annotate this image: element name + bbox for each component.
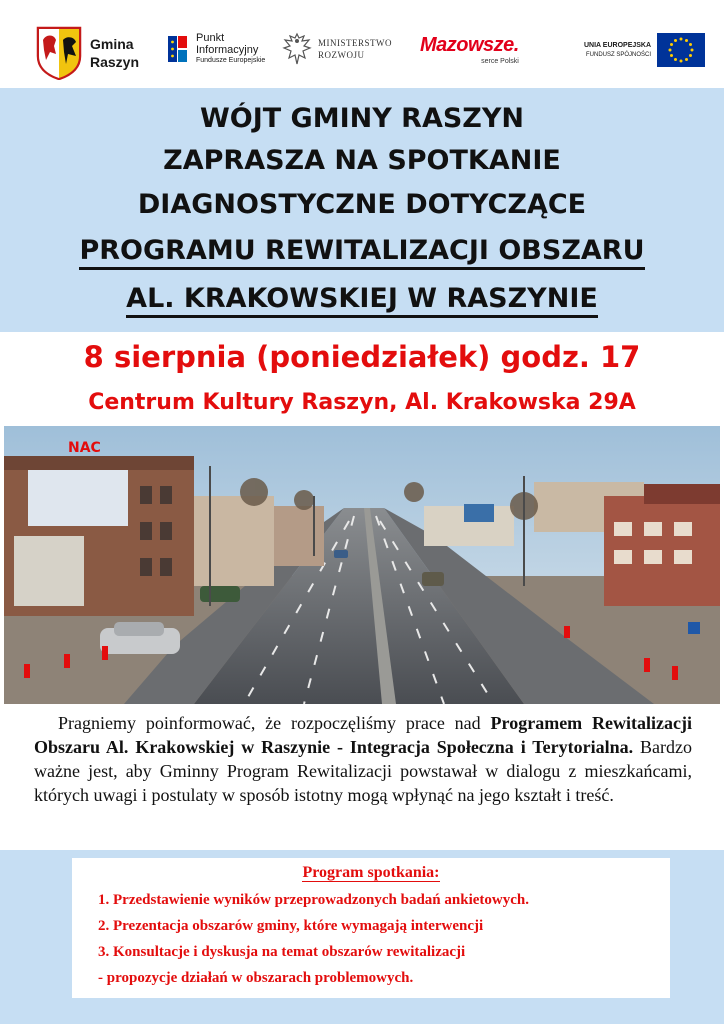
fundusze-europejskie-icon — [168, 32, 190, 66]
mazowsze-logo — [420, 34, 519, 65]
street-photo — [4, 426, 720, 704]
program-item-3: 3. Konsultacje i dyskusja na temat obszarów rewitalizacji — [98, 944, 466, 960]
title-band — [0, 88, 724, 332]
gmina-coat-of-arms-icon — [36, 26, 82, 80]
title-line-5-text: AL. KRAKOWSKIEJ W RASZYNIE — [126, 283, 598, 318]
logo-bar — [0, 0, 724, 88]
ue-logo-line1: UNIA EUROPEJSKA — [584, 41, 652, 49]
pi-logo-line3: Fundusze Europejskie — [196, 57, 266, 64]
program-item-1: 1. Przedstawienie wyników przeprowadzonych badań ankietowych. — [98, 892, 529, 908]
program-item-4: - propozycje działań w obszarach problemowych. — [98, 970, 414, 986]
title-line-4 — [0, 234, 724, 268]
ministerstwo-rozwoju-logo — [282, 32, 392, 66]
gmina-logo-line1: Gmina — [90, 36, 134, 52]
program-item-2: 2. Prezentacja obszarów gminy, które wymagają interwencji — [98, 918, 484, 934]
mazowsze-tagline: serce Polski — [481, 58, 519, 65]
eu-flag-icon — [657, 33, 705, 67]
program-box — [72, 858, 670, 998]
event-date: 8 sierpnia (poniedziałek) godz. 17 — [83, 340, 641, 374]
program-title-text: Program spotkania: — [302, 864, 440, 881]
event-location: Centrum Kultury Raszyn, Al. Krakowska 29A — [88, 390, 636, 415]
gmina-raszyn-logo — [36, 26, 139, 80]
intro-paragraph — [34, 711, 692, 807]
punkt-informacyjny-logo — [168, 32, 265, 66]
title-line-2: ZAPRASZA NA SPOTKANIE — [163, 145, 561, 176]
intro-program-name: Programem Rewitalizacji Obszaru Al. Krakowskiej w Raszynie - Integracja Społeczna i Terytorialna. — [34, 713, 692, 757]
title-line-1: WÓJT GMINY RASZYN — [199, 103, 525, 134]
title-line-5 — [0, 282, 724, 316]
title-line-4-text: PROGRAMU REWITALIZACJI OBSZARU — [79, 235, 644, 270]
ministry-logo-line1: MINISTERSTWO — [318, 38, 392, 48]
intro-text-end: Bardzo ważne jest, aby Gminny Program Rewitalizacji powstawał w dialogu z mieszkańcami, których uwagi i postulaty w sposób istotny mogą wpłynąć na jego kształt i treść. — [34, 737, 692, 805]
ministry-logo-line2: ROZWOJU — [318, 50, 365, 60]
ue-logo-line2: FUNDUSZ SPÓJNOŚCI — [586, 51, 652, 58]
intro-text-start: Pragniemy poinformować, że rozpoczęliśmy prace nad — [58, 713, 491, 733]
gmina-logo-line2: Raszyn — [90, 54, 140, 70]
program-title — [72, 864, 670, 882]
photo-sign-text: NAC — [68, 440, 101, 456]
pi-logo-line1: Punkt — [196, 32, 225, 44]
unia-europejska-logo — [584, 33, 705, 67]
polish-eagle-icon — [282, 32, 312, 66]
pi-logo-line2: Informacyjny — [196, 44, 259, 56]
title-line-3: DIAGNOSTYCZNE DOTYCZĄCE — [137, 189, 587, 220]
mazowsze-wordmark: Mazowsze. — [420, 34, 519, 56]
